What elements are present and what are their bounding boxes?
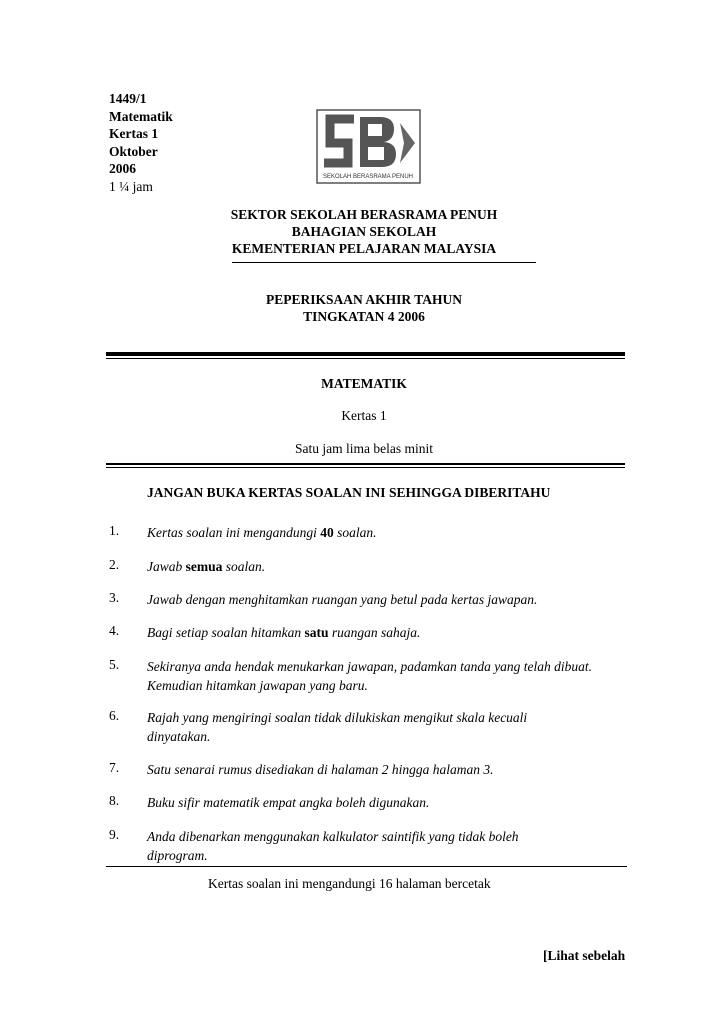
instruction-number: 9. (109, 827, 120, 842)
header-line-3: KEMENTERIAN PELAJARAN MALAYSIA (231, 241, 497, 256)
paper-year: 2006 (109, 161, 136, 177)
instruction-text: Satu senarai rumus disediakan di halaman 2 hingga halaman 3. (147, 762, 494, 777)
paper-duration: 1 ¼ jam (109, 178, 153, 194)
exam-title-1: PEPERIKSAAN AKHIR TAHUN (265, 292, 463, 307)
instruction-text: Jawab semua soalan. (147, 559, 266, 574)
instruction-number: 4. (109, 623, 120, 638)
instruction-text: Anda dibenarkan menggunakan kalkulator saintifik yang tidak boleh diprogram. (147, 829, 519, 863)
paper-label: Kertas 1 (341, 408, 387, 423)
thick-rule-mid (106, 463, 625, 465)
instruction-number: 7. (109, 760, 120, 775)
header-underline (232, 262, 536, 263)
logo-caption: SEKOLAH BERASRAMA PENUH (322, 174, 414, 180)
exam-title-2: TINGKATAN 4 2006 (303, 309, 425, 324)
subject-title: MATEMATIK (321, 376, 407, 391)
paper-meta (109, 90, 173, 196)
instruction-text: Buku sifir matematik empat angka boleh digunakan. (147, 795, 430, 810)
instruction-number: 8. (109, 793, 120, 808)
warning-text: JANGAN BUKA KERTAS SOALAN INI SEHINGGA DIBERITAHU (147, 485, 551, 500)
page-count: Kertas soalan ini mengandungi 16 halaman bercetak (208, 876, 491, 891)
instruction-text: Sekiranya anda hendak menukarkan jawapan, padamkan tanda yang telah dibuat. Kemudian hitamkan jawapan yang baru. (147, 659, 593, 693)
thin-rule-mid (106, 467, 625, 468)
header-line-1: SEKTOR SEKOLAH BERASRAMA PENUH (230, 207, 498, 222)
sbp-logo-icon (316, 109, 421, 184)
paper-subject: Matematik (109, 108, 173, 124)
instruction-number: 3. (109, 590, 120, 605)
instruction-text: Kertas soalan ini mengandungi 40 soalan. (147, 525, 377, 540)
instruction-number: 2. (109, 557, 120, 572)
thin-rule-top (106, 358, 625, 359)
instruction-text: Rajah yang mengiringi soalan tidak dilukiskan mengikut skala kecuali dinyatakan. (147, 710, 528, 744)
instruction-text: Jawab dengan menghitamkan ruangan yang betul pada kertas jawapan. (147, 592, 538, 607)
next-page-label: [Lihat sebelah (543, 948, 626, 963)
instruction-text: Bagi setiap soalan hitamkan satu ruangan sahaja. (147, 625, 421, 640)
sbp-logo (316, 109, 421, 184)
bottom-rule (106, 866, 627, 867)
header-line-2: BAHAGIAN SEKOLAH (291, 224, 437, 239)
paper-code: 1449/1 (109, 91, 147, 106)
instruction-number: 5. (109, 657, 120, 672)
paper-number: Kertas 1 (109, 126, 159, 142)
duration-label: Satu jam lima belas minit (295, 441, 433, 456)
thick-rule-top (106, 352, 625, 356)
paper-month: Oktober (109, 143, 158, 159)
instruction-number: 6. (109, 708, 120, 723)
instruction-number: 1. (109, 523, 120, 538)
